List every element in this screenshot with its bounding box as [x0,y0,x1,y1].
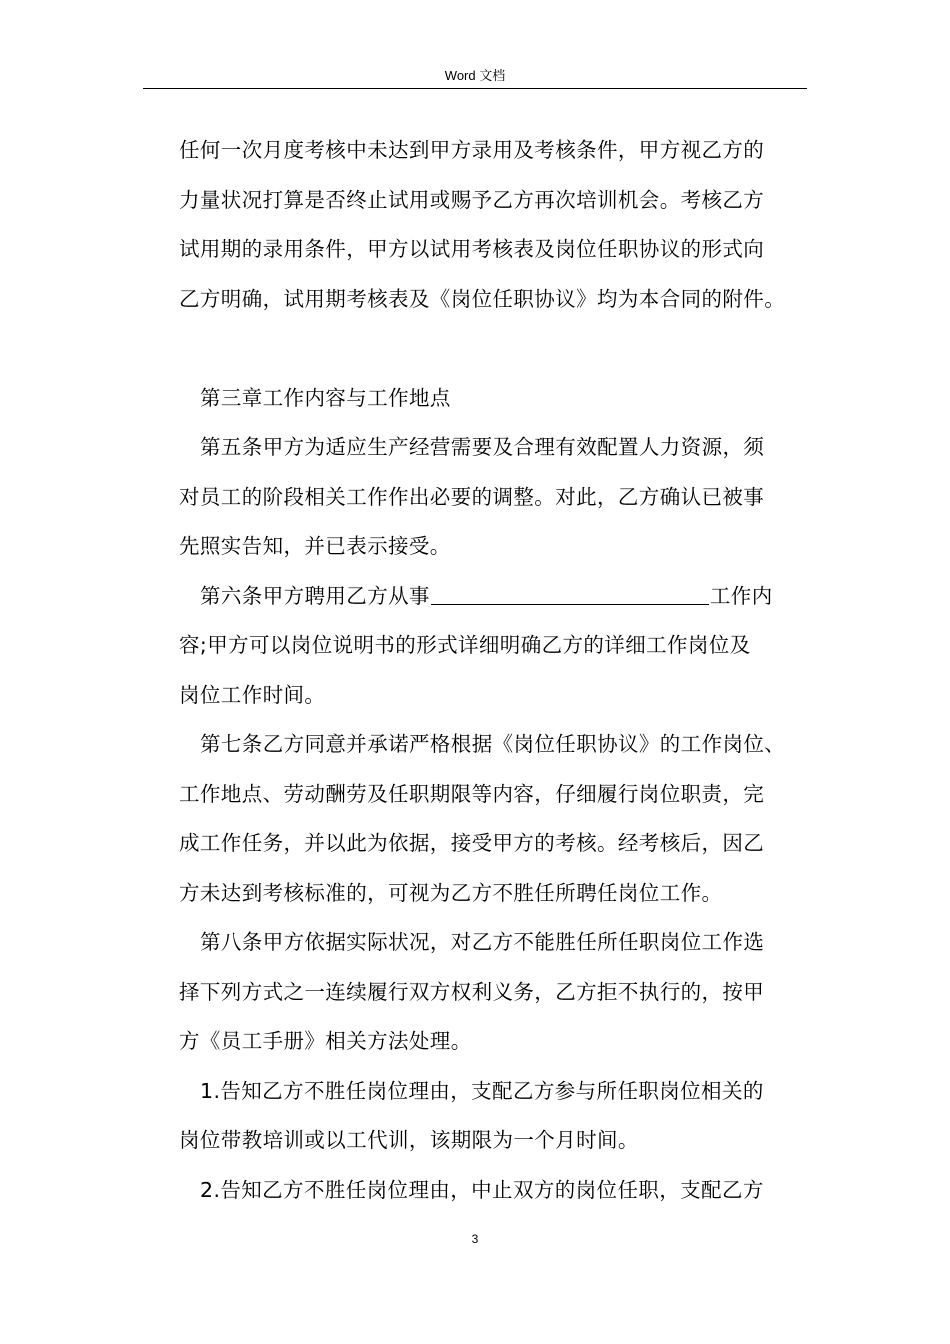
text-line: 乙方明确，试用期考核表及《岗位任职协议》均为本合同的附件。 [179,286,786,311]
fill-in-blank [431,584,709,605]
text-line: 任何一次月度考核中未达到甲方录用及考核条件，甲方视乙方的 [179,138,765,162]
header-rule [143,88,807,89]
chapter-title: 第三章工作内容与工作地点 [200,385,451,410]
text-line: 容;甲方可以岗位说明书的形式详细明确乙方的详细工作岗位及 [179,633,751,657]
text-line: 试用期的录用条件，甲方以试用考核表及岗位任职协议的形式向 [179,237,765,261]
text-line: 岗位工作时间。 [179,682,326,707]
article-8 [179,918,829,1067]
document-body [179,126,829,1215]
text-line: 第五条甲方为适应生产经营需要及合理有效配置人力资源，须 [200,435,765,459]
text-line: 第七条乙方同意并承诺严格根据《岗位任职协议》的工作岗位、 [200,732,786,756]
text-line: 对员工的阶段相关工作作出必要的调整。对此，乙方确认已被事 [179,484,765,509]
text-line: 第八条甲方依据实际状况，对乙方不能胜任所任职岗位工作选 [200,930,765,954]
text-line: 成工作任务，并以此为依据，接受甲方的考核。经考核后，因乙 [179,831,765,855]
text-line-with-blank [179,572,829,622]
text-line: 方未达到考核标准的，可视为乙方不胜任所聘任岗位工作。 [179,880,723,905]
header-title: Word 文档 [444,68,506,83]
text-line: 先照实告知，并已表示接受。 [179,534,451,558]
list-item-1 [179,1067,829,1166]
paragraph-spacer [179,324,829,374]
text-line: 择下列方式之一连续履行双方权利义务，乙方拒不执行的，按甲 [179,979,765,1004]
article-7 [179,720,829,918]
page-number: 3 [471,1232,479,1246]
text-line: 1.告知乙方不胜任岗位理由，支配乙方参与所任职岗位相关的 [200,1078,764,1103]
article-5 [179,423,829,572]
text-line: 2.告知乙方不胜任岗位理由，中止双方的岗位任职，支配乙方 [200,1177,764,1202]
text-line: 岗位带教培训或以工代训，该期限为一个月时间。 [179,1128,639,1152]
article-6 [179,572,829,721]
paragraph-probation [179,126,829,324]
text-line: 力量状况打算是否终止试用或赐予乙方再次培训机会。考核乙方 [179,187,765,212]
text-line: 工作地点、劳动酬劳及任职期限等内容，仔细履行岗位职责，完 [179,781,765,806]
text-segment: 第六条甲方聘用乙方从事 [200,583,430,608]
chapter-heading [179,374,829,424]
list-item-2 [179,1166,829,1216]
text-line: 方《员工手册》相关方法处理。 [179,1029,472,1053]
text-segment: 工作内 [709,583,773,608]
